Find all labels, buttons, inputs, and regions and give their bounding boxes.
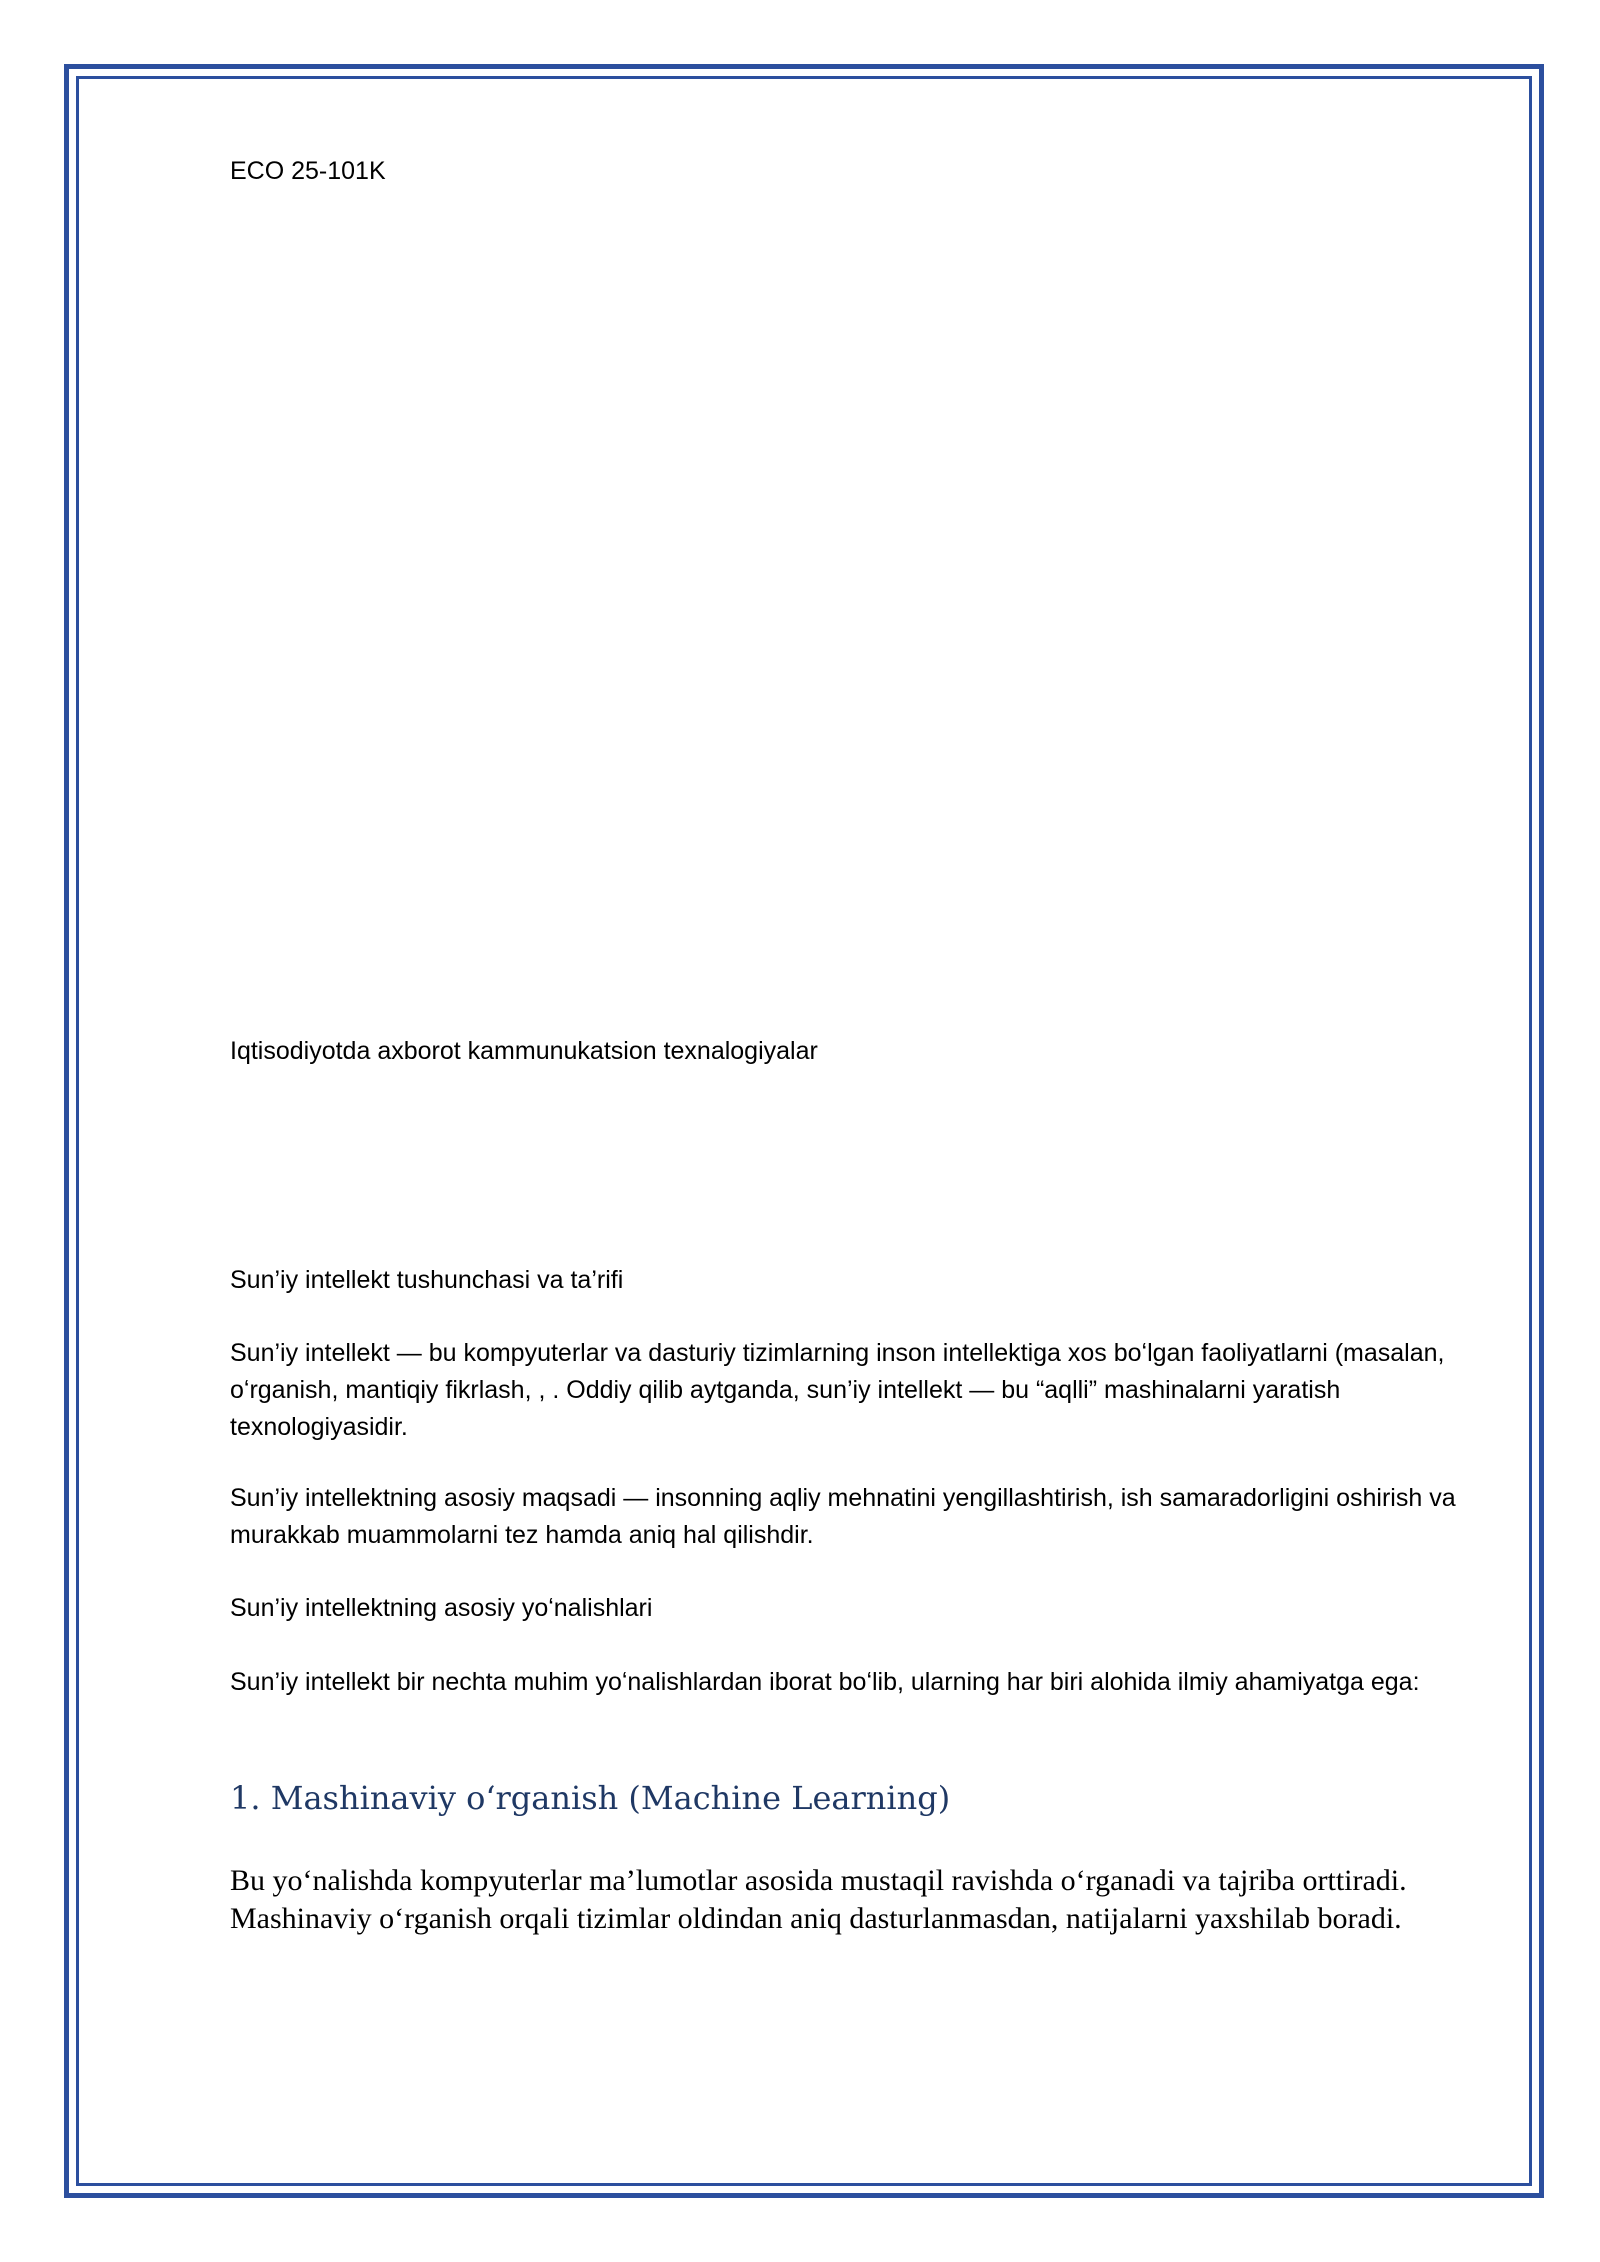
paragraph-definition: Sun’iy intellekt — bu kompyuterlar va dasturiy tizimlarning inson intellektiga xos boʻlgan faoliyatlarni (masalan, oʻrganish, mantiqiy fikrlash, , . Oddiy qilib aytganda, sun’iy intellekt — bu “aqlli” mashinalarni yaratish texnologiyasidir. (230, 1339, 1445, 1441)
section-title-directions: Sun’iy intellektning asosiy yoʻnalishlari (230, 1594, 653, 1622)
section-title-concept: Sun’iy intellekt tushunchasi va ta’rifi (230, 1266, 624, 1294)
paragraph-directions-intro: Sun’iy intellekt bir nechta muhim yoʻnalishlardan iborat boʻlib, ularning har biri alohida ilmiy ahamiyatga ega: (230, 1668, 1420, 1696)
subject-title: Iqtisodiyotda axborot kammunukatsion texnalogiyalar (230, 1037, 818, 1065)
heading-machine-learning: 1. Mashinaviy oʻrganish (Machine Learning) (230, 1779, 951, 1817)
paragraph-machine-learning: Bu yoʻnalishda kompyuterlar ma’lumotlar asosida mustaqil ravishda oʻrganadi va tajriba orttiradi. Mashinaviy oʻrganish orqali tizimlar oldindan aniq dasturlanmasdan, natijalarni yaxshilab boradi. (230, 1864, 1407, 1935)
paragraph-goal: Sun’iy intellektning asosiy maqsadi — insonning aqliy mehnatini yengillashtirish, ish samaradorligini oshirish va murakkab muammolarni tez hamda aniq hal qilishdir. (230, 1484, 1456, 1549)
group-code: ECO 25-101K (230, 157, 386, 185)
